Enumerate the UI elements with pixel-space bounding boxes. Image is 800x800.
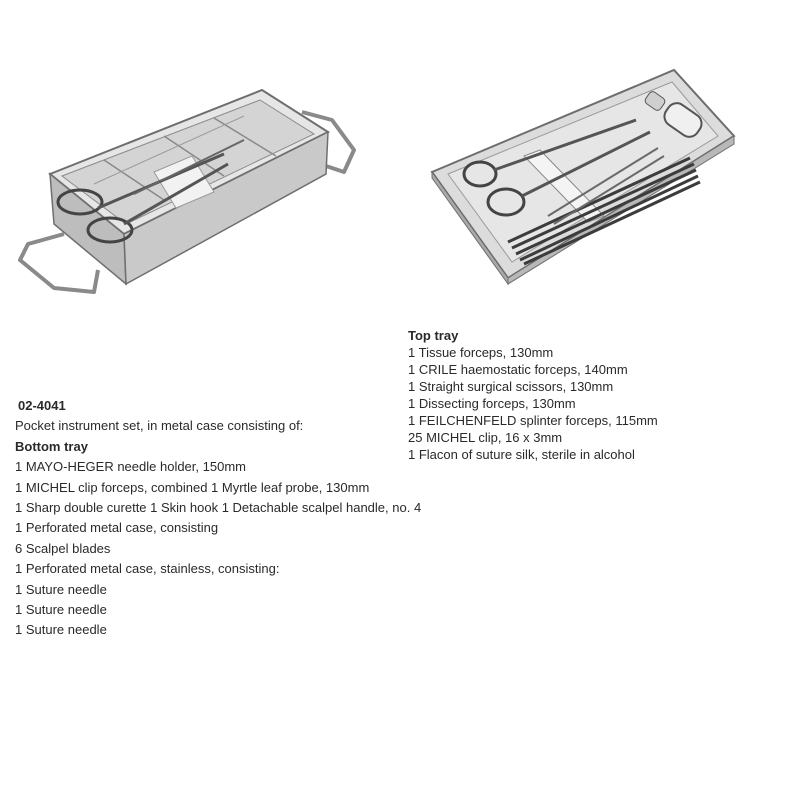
bottom-tray-item: 6 Scalpel blades [15,540,111,556]
top-tray-item: 1 Tissue forceps, 130mm [408,345,554,360]
bottom-tray-item: 1 Suture needle [15,622,107,638]
top-tray-item: 1 Dissecting forceps, 130mm [408,396,576,411]
bottom-tray-item: 1 Perforated metal case, stainless, consisting: [15,561,280,577]
top-tray-item: 25 MICHEL clip, 16 x 3mm [408,430,563,445]
product-summary: Pocket instrument set, in metal case consisting of: [15,418,304,434]
top-tray-item: 1 FEILCHENFELD splinter forceps, 115mm [408,413,658,428]
top-tray-list [408,327,658,463]
top-tray-heading: Top tray [408,328,459,343]
bottom-tray-item: 1 MAYO-HEGER needle holder, 150mm [15,459,246,475]
top-tray-item: 1 Straight surgical scissors, 130mm [408,379,614,394]
product-code: 02-4041 [18,398,66,413]
product-description [15,396,421,641]
bottom-tray-item: 1 Sharp double curette 1 Skin hook 1 Detachable scalpel handle, no. 4 [15,499,422,515]
bottom-tray-item: 1 Perforated metal case, consisting [15,520,219,536]
bottom-tray-item: 1 Suture needle [15,581,107,597]
bottom-tray-photo [14,84,364,304]
top-tray-item: 1 Flacon of suture silk, sterile in alcohol [408,447,635,462]
bottom-tray-heading: Bottom tray [15,438,88,454]
bottom-tray-item: 1 MICHEL clip forceps, combined 1 Myrtle leaf probe, 130mm [15,479,370,495]
top-tray-photo [428,66,740,286]
top-tray-item: 1 CRILE haemostatic forceps, 140mm [408,362,628,377]
bottom-tray-item: 1 Suture needle [15,601,107,617]
